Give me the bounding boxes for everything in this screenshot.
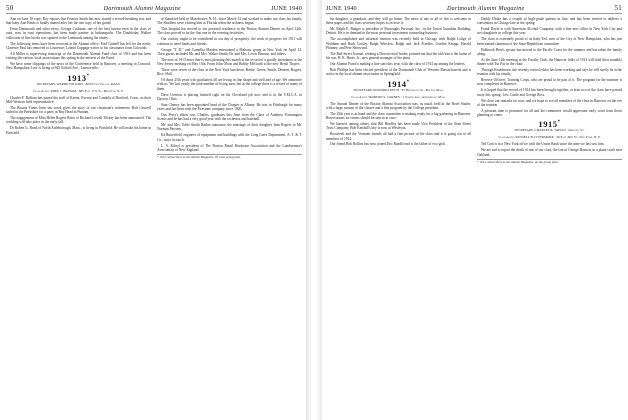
page-number: 50 bbox=[6, 4, 14, 12]
column bbox=[477, 17, 622, 165]
paragraph: Bob Phillips has been elected president of the Dartmouth Club of Western Massachusetts and is active in the local alumni association in Springfield. bbox=[326, 67, 471, 77]
left-columns bbox=[6, 17, 302, 160]
paragraph: The accomplished and informal reunion was recently held in Chicago with Ralph Lodge of Waltham and Ruth Crosby, Ralph Winslow, Ralph and Jack Friedler, Gordon Knopp, Harold Phinney, and Pete Sherwood. bbox=[326, 37, 471, 50]
paragraph: Charles F. Buffum has joined the staff of Keene, Everett and Candela of Hartford, Conn., as their Mid-Western field representative. bbox=[6, 95, 151, 105]
paragraph: Through Broadmoor, the recently retired editor has been working and says he will surely be at the reunion with his family. bbox=[477, 67, 622, 77]
paragraph: at Stamford held in Manchester, N. H., since March 14 and worked to make our class his family. The Shudlers were visiting him in Florida when the sickness began. bbox=[157, 17, 302, 26]
paragraph: Reserve Officers' Training Corps, who are proud to be part of it. The program for the summer is now completed in Hanover. bbox=[477, 78, 622, 87]
class-heading: 1913* bbox=[67, 72, 90, 83]
paragraph: Frank Doyle is with American Alcohol Company, with a fine new office in New York City and two daughters in college this year. bbox=[477, 27, 622, 36]
class-year: 1914 bbox=[387, 78, 407, 89]
page-gutter bbox=[306, 0, 322, 420]
right-columns bbox=[326, 17, 622, 165]
class-agent-block: Class Agent, RUSSELL B. LIVERMORE · 46 East 40th St., New York, N. Y. bbox=[498, 135, 601, 140]
footnote: * 1913, subscribers to the Alumni Magazine, 95 class group plan. bbox=[157, 154, 302, 160]
paragraph: We learned, among others, that Bill Hindley has been made Vice President of the State Street Trust Company; Bob Kendall's boy is now at Wesleyan. bbox=[326, 122, 471, 131]
paragraph: Ed Butterfield, engineer of equipment and buildings with the Long Lines Department, A. T. & T. Co., stays in touch. bbox=[157, 133, 302, 142]
paragraph: At the June 12th meeting at the Faculty Club, the Hanover folks of 1914 will hold their monthly dinner with Tut Fay in the chair. bbox=[477, 57, 622, 67]
paragraph: Stan Cheney has been appointed head of the Chapter at Albany. He was in Pittsburgh for many years and has been with the Firestone company since 1920. bbox=[157, 102, 302, 112]
paragraph: Dave Overton is placing himself right on his Cleveland job now and is in the Y.M.C.A. in Dayton, Ohio. bbox=[157, 92, 302, 101]
column bbox=[157, 17, 302, 160]
paragraph: We are sad to report the death of one of our class, the son of George Hanson, in a plane crash near Oakland. bbox=[477, 148, 622, 157]
paragraph: There were seven of the class at the New York luncheon: Beebe, Green, Smith, Deneen, Rogers, Rice, Hall. bbox=[157, 67, 302, 77]
paragraph: A pleasant time is promised for all and the committee would appreciate early word from those planning to come. bbox=[477, 108, 622, 117]
paragraph: Daddy Drake has a couple of high-grade patents in line, and has been invited to address a convention in Chicago late in the spring. bbox=[477, 17, 622, 26]
paragraph: The following items have been received at the Alumni office: Fred Grabell has left for the north; Clarence Paul has removed to Lawrence; Leland Coppage writes to his classmates from Colorado. bbox=[6, 41, 151, 50]
paragraph: George "T. D." and Camellia Marden entertained a Mahony group in New York on April 14. Their guests included Mr. and Mrs. Walter Smith, Dr. and Mrs. Lewis Hanson, and others. bbox=[157, 47, 302, 56]
issue-date: JUNE 1940 bbox=[271, 5, 302, 12]
paragraph: Roosevelt and the Vermont friends all had a fine picture of the class and it is going out to all members of 1914. bbox=[326, 132, 471, 141]
class-heading: 1915* bbox=[538, 119, 561, 130]
paragraph: Mr. Ralph E. Badger is president of Burroughs Personal, Inc., in the Union Guardian Building, Detroit. He is in demand in the most personal investment counseling business. bbox=[326, 27, 471, 36]
column bbox=[326, 17, 471, 165]
class-year: 1915 bbox=[538, 119, 558, 130]
issue-date: JUNE 1940 bbox=[326, 5, 357, 12]
paragraph: We close our remarks for now, and we hope to see all members of the class in Hanover on the eve of the reunion. bbox=[477, 98, 622, 107]
paragraph: L. S. Kifnel is president of The Boston Retail Hardware Association and the Lumbermen's Association of New England. bbox=[157, 143, 302, 152]
paragraph: his daughter, a grandson, and they will go home. The news of any or all of this is welcome in these pages and the class secretary hopes to receive it. bbox=[326, 17, 471, 26]
paragraph: The Annual Dinner of the Boston Alumni Association was, as usual, held at the Hotel Statler, with a large turnout of the classes and a fine program by the College president. bbox=[326, 101, 471, 110]
paragraph: We have some clippings of the news of the Conference held in Hanover, a meeting in Concord, New Hampshire. Lew is living at 945 Gilford Ave., Lennoxville. bbox=[6, 62, 151, 71]
secretary-block: SECRETARY, WARDE WILKINS · 809 Seven Village, MASS. bbox=[36, 81, 121, 86]
secretary-block: SECRETARY, CHARLES R. TAPLIN · Orleans, Vt. bbox=[514, 128, 585, 133]
paragraph: Mr. and Mrs. Earle Smith Barber announce the marriage of their daughter Jean Rogers to Mr. Norman Parsons. bbox=[157, 123, 302, 132]
paragraph: This hospital has moved to our personal residence in the Boston Alumni Dinner on April 12th. The class proved to be the first one in the evening festivities. bbox=[157, 27, 302, 36]
page-number: 51 bbox=[614, 4, 622, 12]
class-agent-block: Class Agent, MORTON S. CARNES · 1 Sowing Ave., Auburndale, Mass. bbox=[351, 94, 446, 99]
right-page bbox=[322, 0, 628, 420]
paragraph: The class is extremely proud of its baby Ted, now of the City of New Hampshire, who has just been named chairman of the State Republican committee. bbox=[477, 37, 622, 46]
paragraph: The engagement of Miss Helen Rogers Ritter to Richard Lowell Tiffany has been announced. The wedding will take place in the early fall. bbox=[6, 116, 151, 125]
paragraph: Of those 25th years who graduated, all are living in fine shape and well and of age. We announce with us. We lost yearly the total number of living men, but at the college there is a record of many of them. bbox=[157, 78, 302, 91]
class-heading: 1914* bbox=[387, 78, 410, 89]
paragraph: Our friend Bob Rollins has now joined Doc Raadle and is the father of two girls. bbox=[330, 142, 446, 147]
paragraph: The 25th year is at hand and the class committee is making ready for a big gathering in Hanover. Reservations for rooms should be sent in at once. bbox=[326, 111, 471, 121]
footnote: * 1914, subscribers to the Alumni Magazine, on the group plan. bbox=[477, 159, 622, 165]
magazine-title: Dartmouth Alumni Magazine bbox=[447, 5, 525, 12]
paragraph: All Miller is supervising transcript of the Dartmouth Alumni Fund class of 1913 and has been visiting the various local associations this spring in the interest of the Fund. bbox=[6, 51, 151, 61]
paragraph: Ann on June 18 copy, Roy reports that Frances Smith has now started a record-breaking son, and that baby Ann Hinds is finally named after her the one copy of her grand. bbox=[6, 17, 151, 26]
paragraph: Our country ought to be considered in our day of prosperity: the work of progress for 1913 will continue to need funds and friends. bbox=[157, 37, 302, 46]
left-running-head bbox=[6, 4, 302, 14]
paragraph: The note of 1913 news that is most pleasing this month is the record of a goodly attendance at the New Jersey meeting on May 15th. From John Olson and Bobby McGuirk to the new Hersh Thayer. bbox=[157, 57, 302, 67]
paragraph: From Dartmouth and other news, George Cashmin, one of the best known men in the class of ours, now in trust operations, has been made partner in Indianapolis. The Doubleday Walker collection of fine books was spotted to the Lombards among the ninety... bbox=[6, 27, 151, 40]
paragraph: Dr Roben G. Bond of North Attleborough, Mass., is living in Pittsfield. He will make his home in Pittsfield. bbox=[6, 126, 151, 135]
right-running-head bbox=[326, 4, 622, 14]
paragraph: The Boston Times from last week gives the story of our classmate's retirement. Bob Caswell sailed in the Berkshire for a party at Bay Head in Putnam. bbox=[6, 105, 151, 115]
class-year: 1913 bbox=[67, 72, 87, 83]
paragraph: It is hoped that the record of 1914 has been brought together, at least two of the class have passed away this spring: Lew Castle and George Ross. bbox=[477, 88, 622, 97]
paragraph: Our Alumni Fund is making a fine start this year, with the class of 1914 up among the leaders. bbox=[330, 62, 466, 67]
paragraph: Ted Gott is in a New York office with the Union Bank since the time we last saw him. bbox=[481, 142, 605, 147]
column bbox=[6, 17, 151, 160]
paragraph: Gus Perry's eldest son, Charles, graduates this June from the Class of Amherst. Farmington Scouts and he has had a very good year with the orchestra and baseball. bbox=[157, 112, 302, 122]
secretary-block: SECRETARY, EDWARD LEECH · 97 Beechwood St., Boston, Mass. bbox=[353, 87, 444, 92]
left-page bbox=[0, 0, 306, 420]
paragraph: The Ball Street Journal, seeking a Detroit retail leader, pointed out that the old firm is the home of his son, H. R. Hines, Jr., now general manager of the plant. bbox=[326, 51, 471, 61]
paragraph: Holbrook Bent's spouse has moved to the Pacific Coast for the summer and has taken the family along. bbox=[477, 47, 622, 56]
class-agent-block: Class Agent, JOHN J. INGHAM · 685 East 17th St., Brooklyn, N. Y. bbox=[33, 88, 124, 93]
magazine-title: Dartmouth Alumni Magazine bbox=[103, 5, 181, 12]
